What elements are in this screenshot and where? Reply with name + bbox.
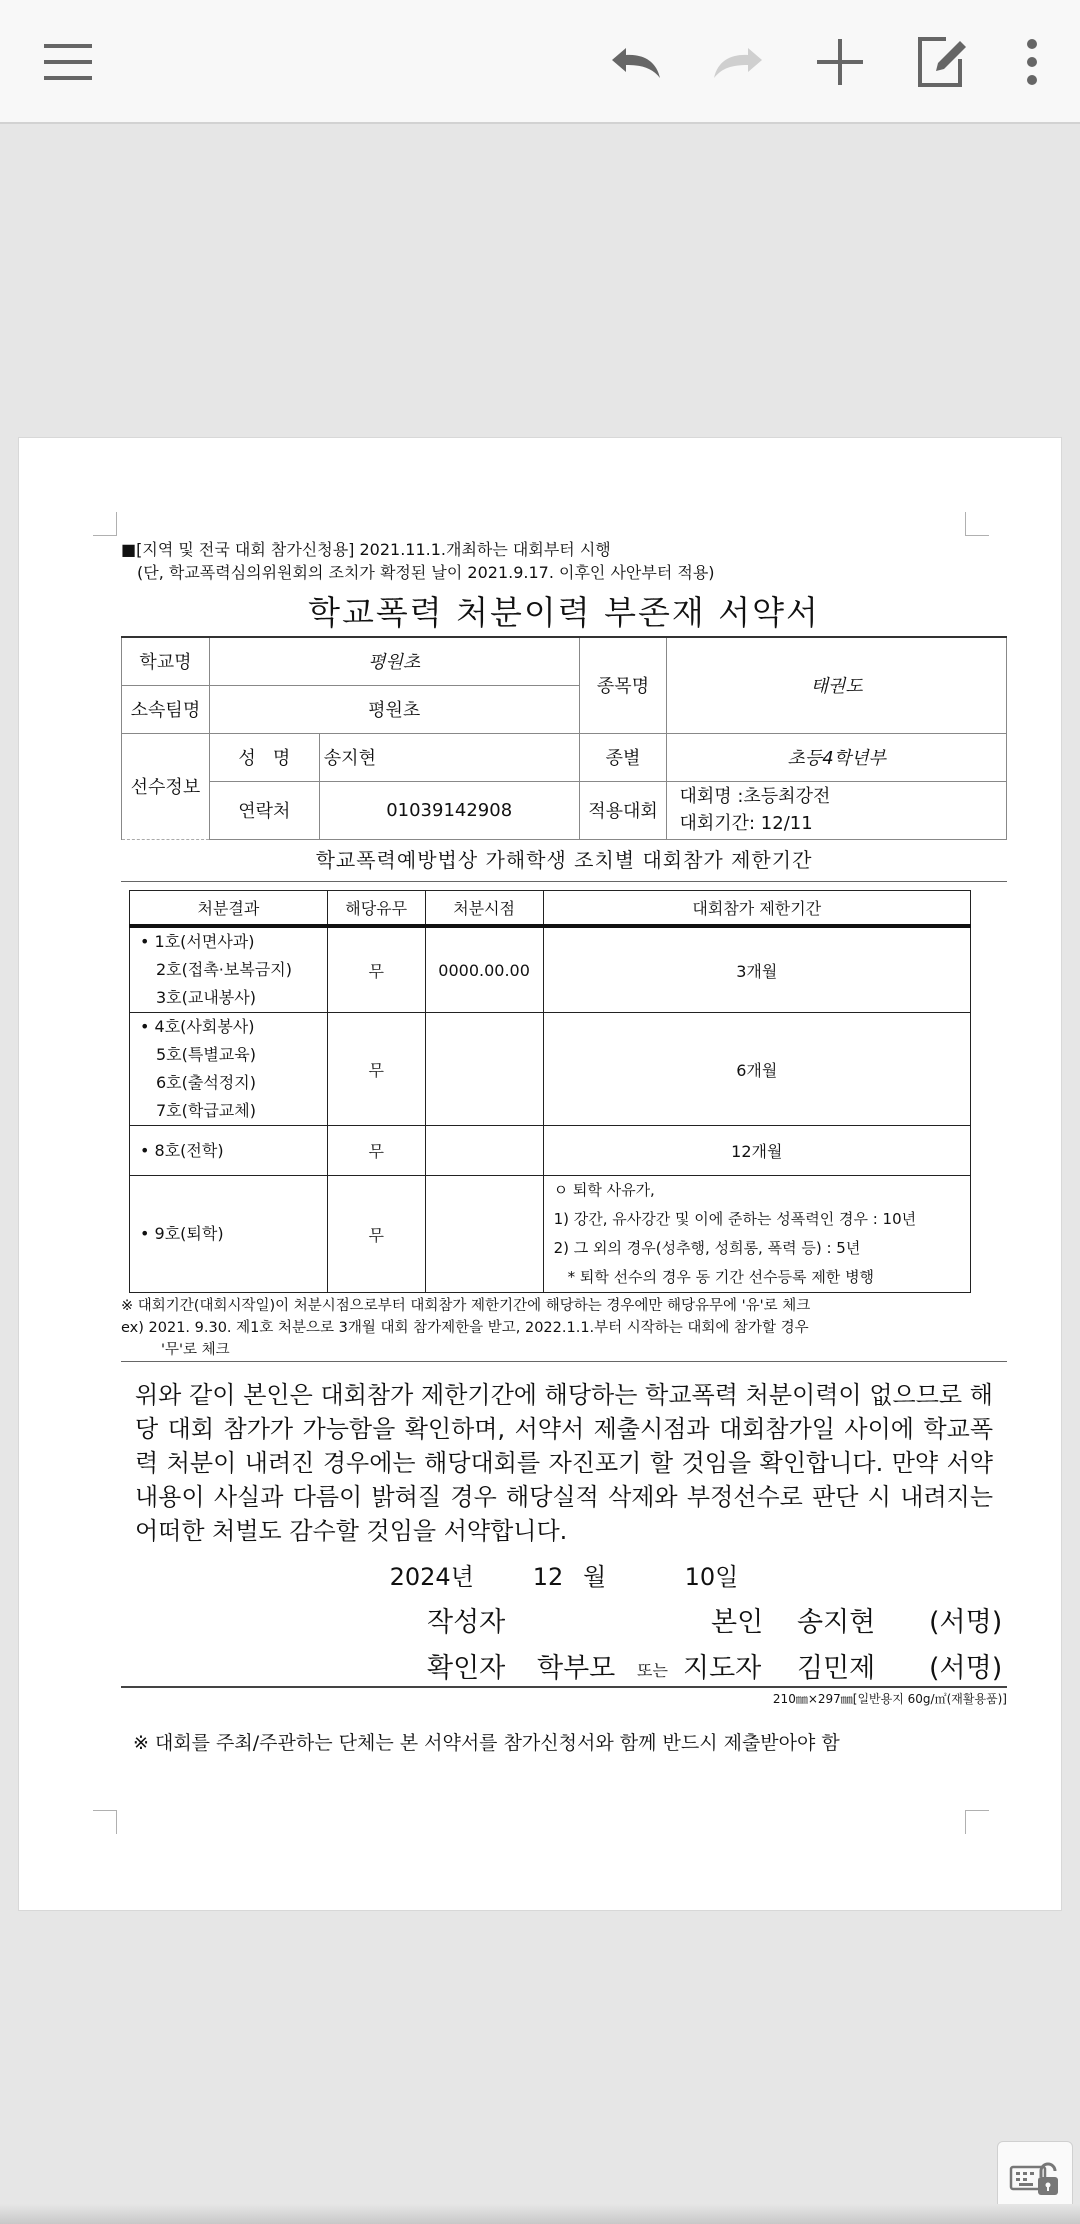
category-value: 초등4학년부 <box>667 733 1007 781</box>
verifier-or: 또는 <box>637 1661 668 1680</box>
result-item: 7호(학급교체) <box>156 1101 256 1120</box>
document-page[interactable] <box>18 437 1062 1911</box>
note-line-3: '무'로 체크 <box>121 1341 1007 1362</box>
table-row <box>130 926 971 1013</box>
sanction-table <box>129 890 971 1294</box>
result-cell <box>130 926 328 1013</box>
date-cell <box>425 1126 543 1176</box>
sport-value: 태권도 <box>667 637 1007 733</box>
more-vert-icon[interactable] <box>992 22 1072 102</box>
applicable-cell: 무 <box>327 1013 425 1126</box>
note-line-1: ※ 대회기간(대회시작일)이 처분시점으로부터 대회참가 제한기간에 해당하는 경우에만 해당유무에 '유'로 체크 <box>121 1298 811 1314</box>
bottom-shadow <box>0 2204 1080 2224</box>
applicable-cell: 무 <box>327 1176 425 1293</box>
sport-label: 종목명 <box>579 637 667 733</box>
col-header-result: 처분결과 <box>130 890 328 926</box>
redo-icon[interactable] <box>698 22 778 102</box>
document-title: 학교폭력 처분이력 부존재 서약서 <box>308 593 820 632</box>
date-cell <box>425 1176 543 1293</box>
result-item: • 4호(사회봉사) <box>140 1017 255 1036</box>
verifier-role: 확인자 <box>427 1653 506 1684</box>
author-name: 송지현 <box>797 1607 876 1638</box>
applicable-cell: 무 <box>327 926 425 1013</box>
restriction-cell: 3개월 <box>543 926 970 1013</box>
name-label: 성 명 <box>209 733 319 781</box>
undo-icon[interactable] <box>596 22 676 102</box>
competition-period: 대회기간: 12/11 <box>679 813 813 834</box>
team-label: 소속팀명 <box>122 685 210 733</box>
applicable-cell: 무 <box>327 1126 425 1176</box>
restriction-cell: 12개월 <box>543 1126 970 1176</box>
verifier-parent: 학부모 <box>537 1653 616 1684</box>
competition-name: 대회명 :초등최강전 <box>679 786 831 807</box>
result-item: 3호(교내봉사) <box>156 988 256 1007</box>
restriction-cell <box>543 1176 970 1293</box>
restriction-line: 1) 강간, 유사강간 및 이에 준하는 성폭력인 경우 : 10년 <box>553 1210 917 1228</box>
sanction-table-title: 학교폭력예방법상 가해학생 조치별 대회참가 제한기간 <box>121 840 1007 882</box>
table-row <box>130 1176 971 1293</box>
col-header-date: 처분시점 <box>425 890 543 926</box>
pledge-document <box>121 538 1007 1755</box>
competition-info <box>667 781 1007 839</box>
contact-value: 01039142908 <box>319 781 579 839</box>
restriction-line: ㅇ 퇴학 사유가, <box>553 1181 655 1199</box>
crop-mark <box>965 512 989 536</box>
restriction-line: 2) 그 외의 경우(성추행, 성희롱, 폭력 등) : 5년 <box>553 1239 861 1257</box>
pledge-date: 2024년 12 월 10일 <box>389 1563 739 1591</box>
table-row <box>130 1013 971 1126</box>
crop-mark <box>965 1810 989 1834</box>
table-row <box>130 1126 971 1176</box>
date-cell <box>425 1013 543 1126</box>
app-toolbar <box>0 0 1080 124</box>
contact-label: 연락처 <box>209 781 319 839</box>
verifier-coach: 지도자 <box>683 1653 762 1684</box>
submission-footnote: ※ 대회를 주최/주관하는 단체는 본 서약서를 참가신청서와 함께 반드시 제출받아야 함 <box>133 1732 840 1754</box>
col-header-applicable: 해당유무 <box>327 890 425 926</box>
competition-label: 적용대회 <box>579 781 667 839</box>
result-item: • 9호(퇴학) <box>140 1224 224 1243</box>
notice-line-1: ■[지역 및 전국 대회 참가신청용] 2021.11.1.개최하는 대회부터 시행 <box>121 540 611 559</box>
result-item: 2호(접촉·보복금지) <box>156 960 292 979</box>
result-cell <box>130 1126 328 1176</box>
verifier-name: 김민제 <box>797 1653 876 1684</box>
restriction-cell: 6개월 <box>543 1013 970 1126</box>
category-label: 종별 <box>579 733 667 781</box>
paper-spec: 210㎜×297㎜[일반용지 60g/㎡(재활용품)] <box>121 1686 1007 1708</box>
crop-mark <box>93 1810 117 1834</box>
team-value: 평원초 <box>209 685 579 733</box>
author-self: 본인 <box>711 1607 764 1638</box>
restriction-line: * 퇴학 선수의 경우 동 기간 선수등록 제한 병행 <box>567 1268 875 1286</box>
add-icon[interactable] <box>800 22 880 102</box>
menu-icon[interactable] <box>28 22 108 102</box>
result-item: • 8호(전학) <box>140 1140 224 1160</box>
verifier-sign-mark: (서명) <box>929 1653 1003 1684</box>
col-header-restriction: 대회참가 제한기간 <box>543 890 970 926</box>
player-info-label: 선수정보 <box>122 733 210 839</box>
result-item: • 1호(서면사과) <box>140 932 255 951</box>
author-sign-mark: (서명) <box>929 1607 1003 1638</box>
result-cell <box>130 1176 328 1293</box>
notice-line-2: (단, 학교폭력심의위원회의 조치가 확정된 날이 2021.9.17. 이후인 사안부터 적용) <box>137 563 715 582</box>
note-line-2: ex) 2021. 9.30. 제1호 처분으로 3개월 대회 참가제한을 받고, 2022.1.1.부터 시작하는 대회에 참가할 경우 <box>121 1320 809 1336</box>
school-value: 평원초 <box>209 637 579 685</box>
result-item: 6호(출석정지) <box>156 1073 256 1092</box>
crop-mark <box>93 512 117 536</box>
result-cell <box>130 1013 328 1126</box>
signature-row-verifier <box>121 1640 1007 1686</box>
applicant-info-table <box>121 636 1007 840</box>
edit-icon[interactable] <box>902 22 982 102</box>
name-value: 송지현 <box>319 733 579 781</box>
oath-paragraph: 위와 같이 본인은 대회참가 제한기간에 해당하는 학교폭력 처분이력이 없으므로 해당 대회 참가가 가능함을 확인하며, 서약서 제출시점과 대회참가일 사이에 학교폭력 처분이 내려진 경우에는 해당대회를 자진포기 할 것임을 확인합니다. 만약 서약내용이 사실과 다름이 밝혀질 경우 해당실적 삭제와 부정선수로 판단 시 내려지는 어떠한 처벌도 감수할 것임을 서약합니다. <box>135 1381 993 1545</box>
date-cell: 0000.00.00 <box>425 926 543 1013</box>
school-label: 학교명 <box>122 637 210 685</box>
signature-row-author <box>121 1594 1007 1640</box>
result-item: 5호(특별교육) <box>156 1045 256 1064</box>
author-role: 작성자 <box>427 1607 506 1638</box>
